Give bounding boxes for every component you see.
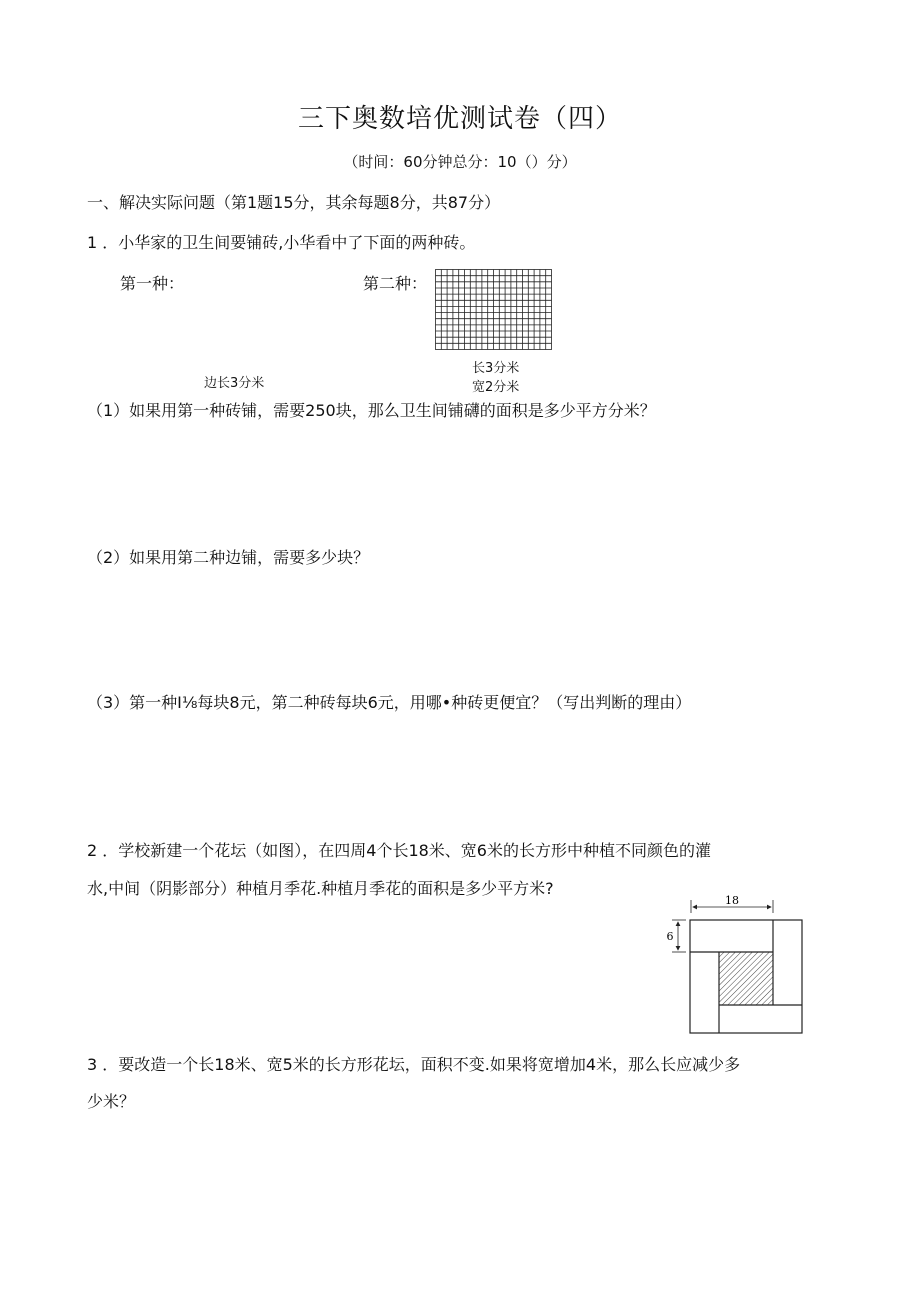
tile-1-label: 第一种： <box>120 274 185 293</box>
section-heading: 一、解决实际问题（第1题15分，其余每题8分，共87分） <box>87 193 501 212</box>
exam-info: （时间：60分钟总分：10（）分） <box>343 153 577 171</box>
page-title: 三下奥数培优测试卷（四） <box>297 104 622 134</box>
tile-2-label: 第二种： <box>363 274 428 293</box>
question-3-line-2: 少米？ <box>87 1092 136 1111</box>
tile-2-grid-figure <box>435 269 553 351</box>
question-3-line-1: 3 ．要改造一个长18米、宽5米的长方形花坛，面积不变.如果将宽增加4米，那么长应减少多 <box>87 1055 741 1074</box>
question-2-line-1: 2 ．学校新建一个花坛（如图），在四周4个长18米、宽6米的长方形中种植不同颜色的灌 <box>87 841 711 860</box>
question-1-part-2: （2）如果用第二种边铺，需要多少块？ <box>87 548 370 567</box>
question-1-stem: 1 ．小华家的卫生间要铺砖,小华看中了下面的两种砖。 <box>87 233 476 252</box>
question-1-part-1: （1）如果用第一种砖铺，需要250块，那么卫生间铺礴的面积是多少平方分米？ <box>87 401 656 420</box>
shaded-center-area <box>719 952 773 1005</box>
tile-2-length-caption: 长3分米 <box>472 361 520 376</box>
tile-1-caption: 边长3分米 <box>204 376 265 391</box>
question-1-part-3: （3）第一种I⅛每块8元，第二种砖每块6元，用哪•种砖更便宜？（写出判断的理由） <box>87 693 692 712</box>
tile-2-width-caption: 宽2分米 <box>472 380 520 395</box>
length-label: 18 <box>725 895 739 907</box>
flower-bed-figure <box>662 895 812 1041</box>
width-label: 6 <box>666 930 674 943</box>
question-2-line-2: 水,中间（阴影部分）种植月季花.种植月季花的面积是多少平方米? <box>87 879 554 898</box>
